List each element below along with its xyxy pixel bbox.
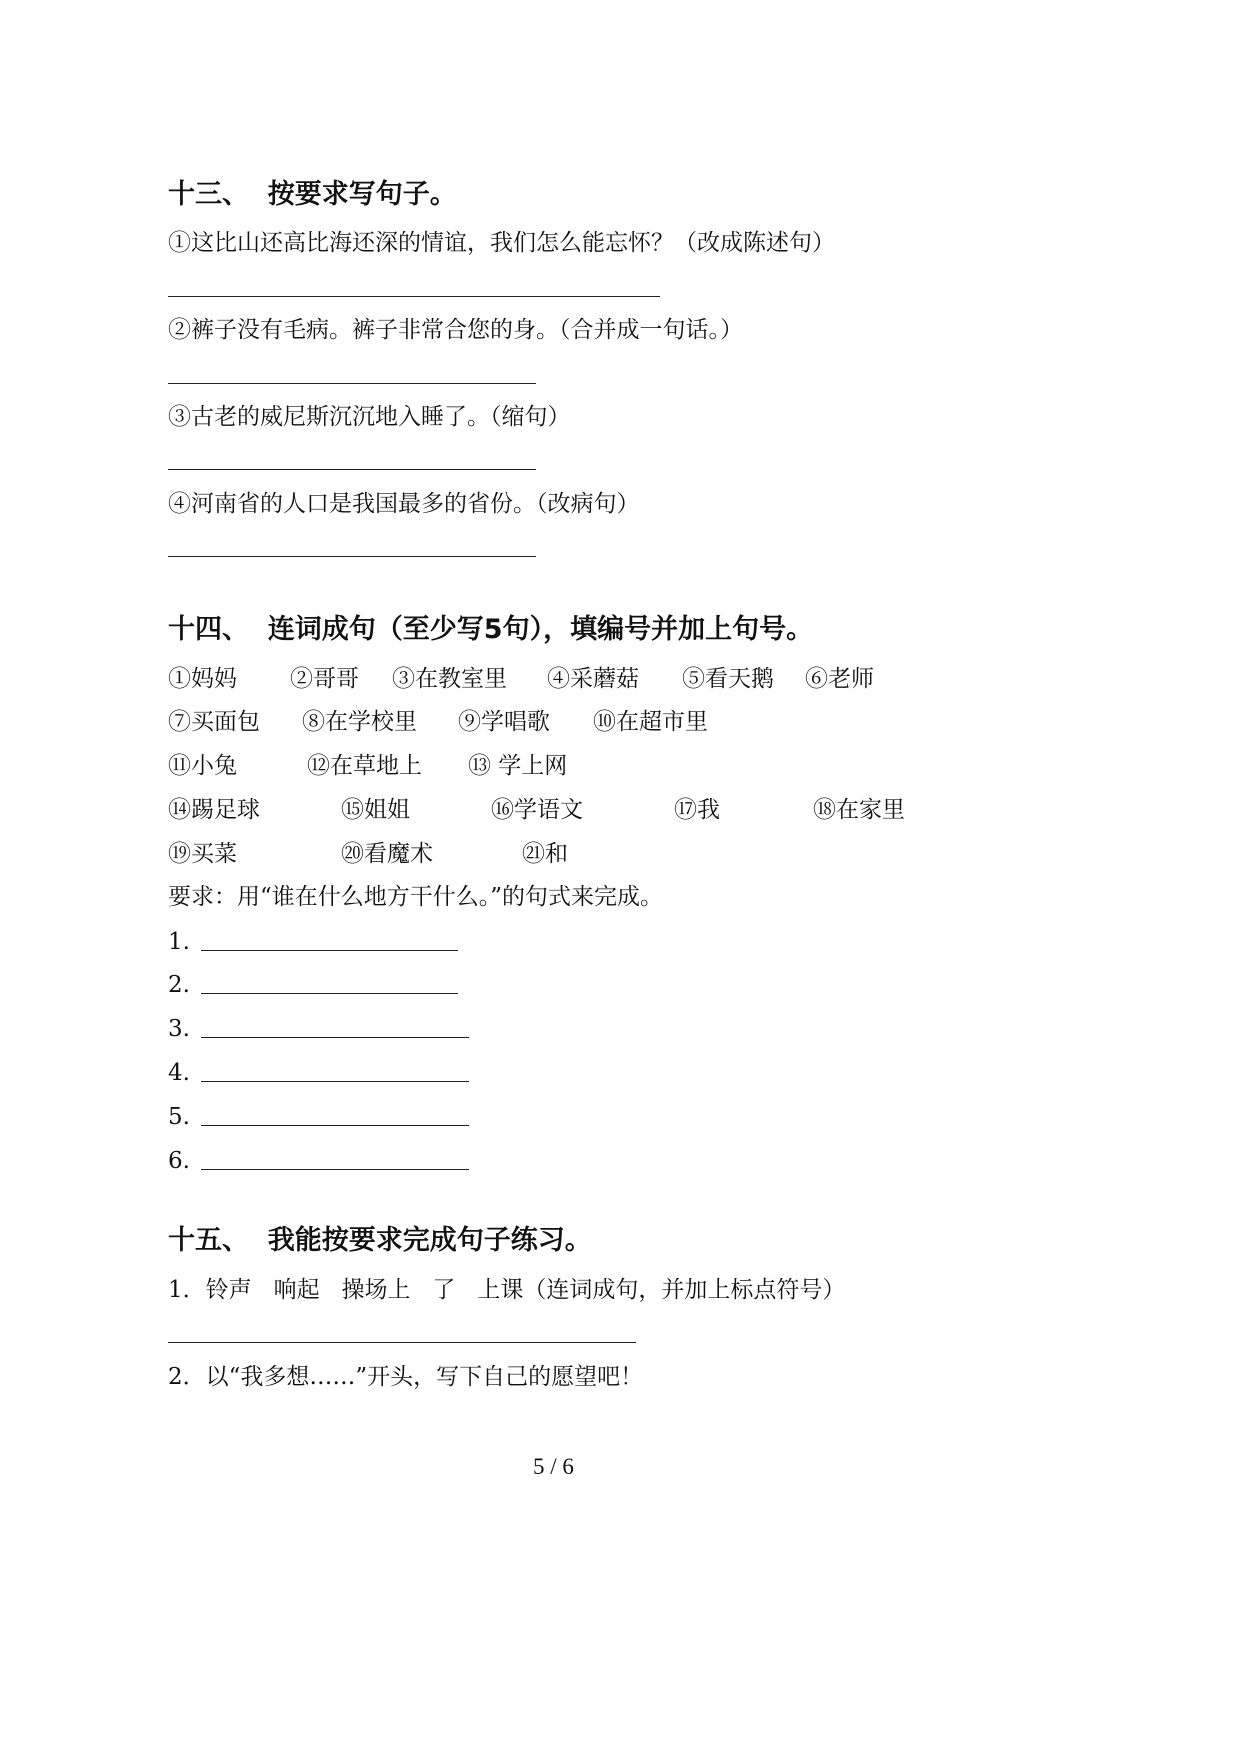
- word-12: ⑫在草地上: [307, 753, 422, 779]
- answer-number-1: 1.: [168, 929, 190, 955]
- answer-line-15-1: [168, 1342, 636, 1343]
- answer-number-3: 3.: [168, 1016, 190, 1042]
- answer-number-2: 2.: [168, 972, 190, 998]
- word-9: ⑨学唱歌: [458, 709, 550, 735]
- word-14: ⑭踢足球: [168, 797, 260, 823]
- word-11: ⑪小兔: [168, 753, 237, 779]
- word-18: ⑱在家里: [813, 797, 905, 823]
- answer-line-14-1: [201, 950, 458, 951]
- word-6: ⑥老师: [805, 666, 874, 692]
- word-3: ③在教室里: [392, 666, 507, 692]
- answer-line-13-3: [168, 469, 536, 470]
- answer-line-13-2: [168, 383, 536, 384]
- word-4: ④采蘑菇: [547, 666, 639, 692]
- section-13-item-3: ③古老的威尼斯沉沉地入睡了。（缩句）: [168, 404, 571, 430]
- word-15: ⑮姐姐: [341, 797, 410, 823]
- word-19: ⑲买菜: [168, 841, 237, 867]
- word-10: ⑩在超市里: [593, 709, 708, 735]
- word-16: ⑯学语文: [491, 797, 583, 823]
- answer-number-5: 5.: [168, 1104, 190, 1130]
- word-13: ⑬ 学上网: [468, 753, 568, 779]
- word-21: ㉑和: [522, 841, 568, 867]
- word-1: ①妈妈: [168, 666, 237, 692]
- answer-number-6: 6.: [168, 1148, 190, 1174]
- word-5: ⑤看天鹅: [682, 666, 774, 692]
- section-15-question-2: 2．以“我多想……”开头，写下自己的愿望吧！: [168, 1364, 644, 1390]
- section-13-item-2: ②裤子没有毛病。裤子非常合您的身。（合并成一句话。）: [168, 317, 743, 343]
- answer-line-13-4: [168, 556, 536, 557]
- word-8: ⑧在学校里: [302, 709, 417, 735]
- section-15-question-1: 1．铃声 响起 操场上 了 上课（连词成句，并加上标点符号）: [168, 1277, 846, 1303]
- word-7: ⑦买面包: [168, 709, 260, 735]
- section-13-item-4: ④河南省的人口是我国最多的省份。（改病句）: [168, 491, 640, 517]
- page-number: 5 / 6: [533, 1454, 574, 1479]
- section-13-item-1: ①这比山还高比海还深的情谊，我们怎么能忘怀？（改成陈述句）: [168, 230, 835, 256]
- answer-line-14-6: [201, 1169, 469, 1170]
- section-14-requirement: 要求：用“谁在什么地方干什么。”的句式来完成。: [168, 884, 664, 910]
- word-17: ⑰我: [674, 797, 720, 823]
- word-2: ②哥哥: [290, 666, 359, 692]
- section-14-title: 十四、 连词成句（至少写5句），填编号并加上句号。: [168, 614, 814, 645]
- answer-line-14-4: [201, 1081, 469, 1082]
- answer-line-13-1: [168, 296, 660, 297]
- answer-line-14-5: [201, 1125, 469, 1126]
- word-20: ⑳看魔术: [341, 841, 433, 867]
- answer-line-14-2: [201, 993, 458, 994]
- answer-line-14-3: [201, 1037, 469, 1038]
- section-15-title: 十五、 我能按要求完成句子练习。: [168, 1225, 592, 1256]
- section-13-title: 十三、 按要求写句子。: [168, 179, 457, 210]
- answer-number-4: 4.: [168, 1060, 190, 1086]
